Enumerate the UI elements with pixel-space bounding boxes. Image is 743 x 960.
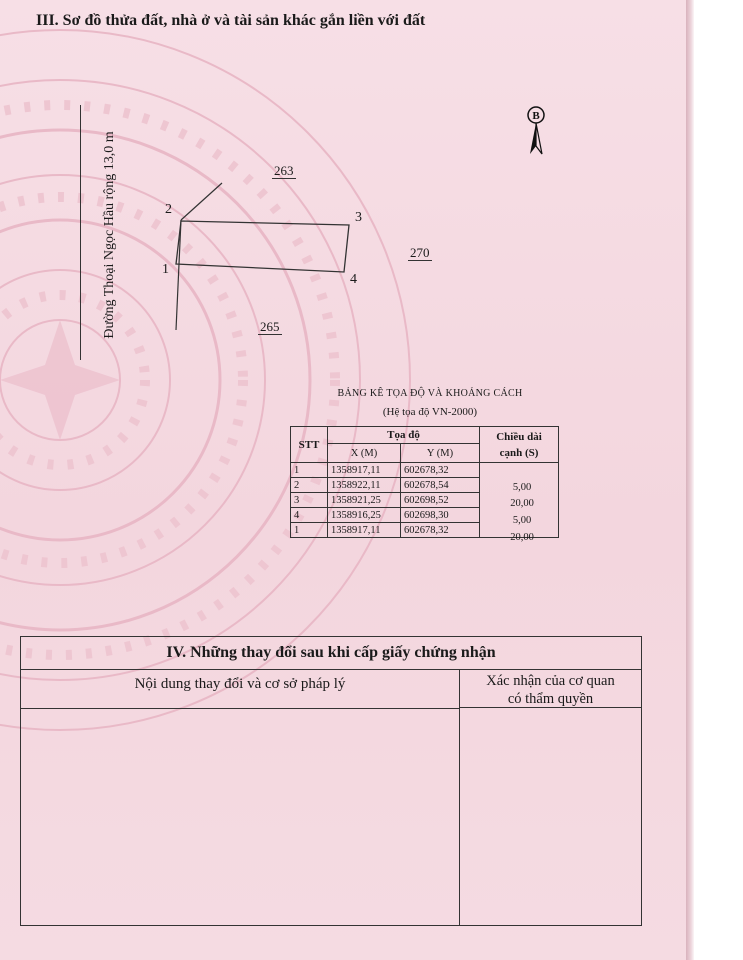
row-stt: 1 <box>291 463 328 478</box>
header-x: X (M) <box>328 444 401 463</box>
authority-confirmation-column <box>460 670 641 925</box>
point-label-3: 3 <box>355 210 362 225</box>
parcel-263: 263 <box>274 163 294 178</box>
authority-header-line1: Xác nhận của cơ quan <box>486 673 615 689</box>
parcel-270: 270 <box>410 245 430 260</box>
header-distance-line2: cạnh (S) <box>499 446 539 459</box>
changes-content-header: Nội dung thay đổi và cơ sở pháp lý <box>21 670 459 709</box>
distance-4-1: 20,00 <box>510 532 534 543</box>
row-stt: 4 <box>291 508 328 523</box>
point-label-4: 4 <box>350 272 357 287</box>
row-stt: 2 <box>291 478 328 493</box>
point-label-2: 2 <box>165 202 172 217</box>
distance-3-4: 5,00 <box>512 515 532 526</box>
road-label: Đường Thoại Ngọc Hầu rộng 13,0 m <box>102 131 117 339</box>
row-stt: 1 <box>291 523 328 538</box>
changes-content-column <box>21 670 460 925</box>
authority-header-line2: có thẩm quyền <box>507 691 594 707</box>
north-letter: B <box>532 110 540 122</box>
coord-table-subtitle: (Hệ tọa độ VN-2000) <box>382 406 478 418</box>
section-3-title: III. Sơ đồ thửa đất, nhà ở và tài sản khác gắn liền với đất <box>36 12 426 29</box>
row-stt: 3 <box>291 493 328 508</box>
parcel-265: 265 <box>260 319 280 334</box>
distance-2-3: 20,00 <box>510 498 534 509</box>
row-y: 602678,54 <box>401 478 480 493</box>
parcel-diagram <box>0 0 686 380</box>
row-y: 602698,30 <box>401 508 480 523</box>
row-y: 602698,52 <box>401 493 480 508</box>
neighbor-boundary-line <box>181 183 222 220</box>
section-4-title: IV. Những thay đổi sau khi cấp giấy chứng nhận <box>21 637 641 670</box>
row-x: 1358916,25 <box>328 508 401 523</box>
header-distance <box>480 427 559 463</box>
page-edge <box>686 0 694 960</box>
header-stt: STT <box>291 427 328 463</box>
header-distance-line1: Chiều dài <box>496 430 542 443</box>
changes-section <box>20 636 642 926</box>
row-y: 602678,32 <box>401 463 480 478</box>
row-y: 602678,32 <box>401 523 480 538</box>
table-row <box>291 463 559 478</box>
parcel-outline <box>176 221 349 272</box>
row-x: 1358917,11 <box>328 463 401 478</box>
authority-confirmation-header <box>460 670 641 708</box>
coord-table-title: BẢNG KÊ TỌA ĐỘ VÀ KHOẢNG CÁCH <box>337 388 523 399</box>
distance-1-2: 5,00 <box>512 482 532 493</box>
row-x: 1358922,11 <box>328 478 401 493</box>
road-boundary-line <box>176 220 181 330</box>
header-y: Y (M) <box>401 444 480 463</box>
row-x: 1358917,11 <box>328 523 401 538</box>
header-toado: Tọa độ <box>328 427 480 444</box>
point-label-1: 1 <box>162 262 169 277</box>
row-x: 1358921,25 <box>328 493 401 508</box>
